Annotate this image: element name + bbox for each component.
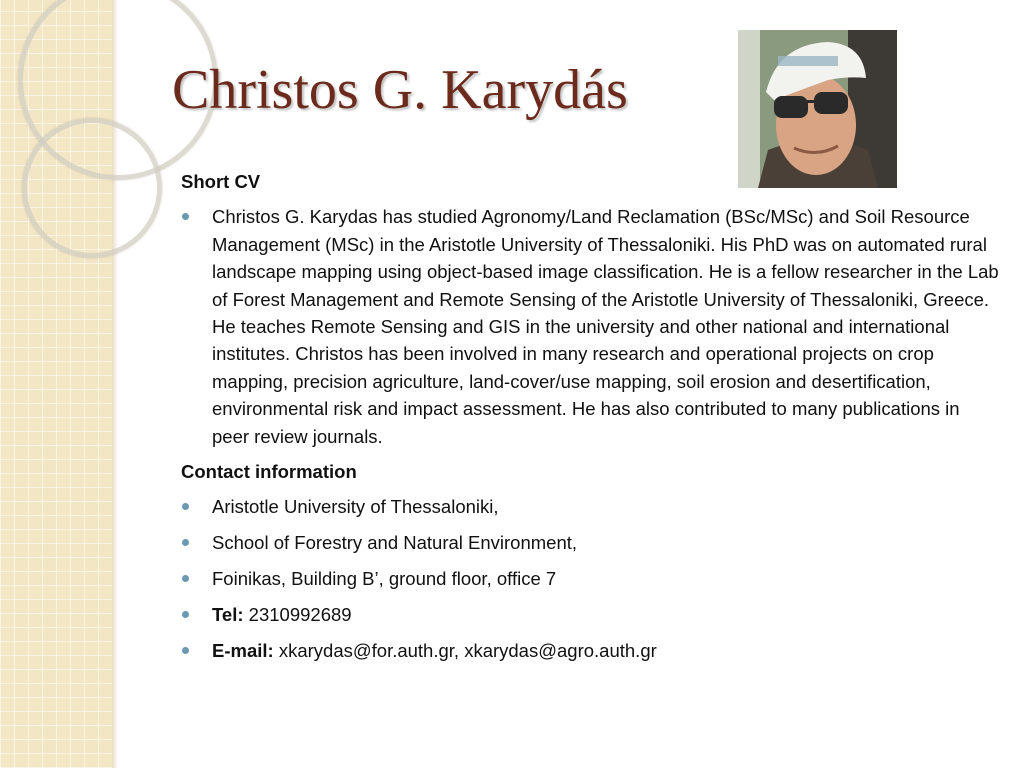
contact-list — [181, 493, 1001, 664]
slide-content — [181, 168, 1001, 673]
cv-bullet: Christos G. Karydas has studied Agronomy/Land Reclamation (BSc/MSc) and Soil Resource Management (MSc) in the Aristotle University of Thessaloniki. His PhD was on automated rural landscape mapping using object-based image classification. He is a fellow researcher in the Lab of Forest Management and Remote Sensing of the Aristotle University of Thessaloniki, Greece. He teaches Remote Sensing and GIS in the university and other national and international institutes. Christos has been involved in many research and operational projects on crop mapping, precision agriculture, land-cover/use mapping, soil erosion and desertification, environmental risk and impact assessment. He has also contributed to many publications in peer review journals. — [181, 203, 1001, 450]
tel-value: 2310992689 — [243, 604, 352, 626]
slide-title: Christos G. Karydás — [172, 59, 628, 121]
contact-email — [181, 637, 1001, 664]
email-value[interactable]: xkarydas@for.auth.gr, xkarydas@agro.auth.gr — [273, 640, 657, 662]
decorative-ring-small — [22, 118, 162, 258]
portrait-photo — [738, 30, 897, 188]
email-label: E-mail: — [212, 640, 274, 662]
cv-list — [181, 203, 1001, 450]
tel-label: Tel: — [212, 604, 244, 626]
contact-tel — [181, 601, 1001, 628]
contact-heading: Contact information — [181, 461, 357, 483]
contact-university: Aristotle University of Thessaloniki, — [181, 493, 1001, 520]
cv-heading: Short CV — [181, 171, 261, 192]
contact-school: School of Forestry and Natural Environment, — [181, 529, 1001, 556]
contact-office: Foinikas, Building B’, ground floor, office 7 — [181, 565, 1001, 592]
